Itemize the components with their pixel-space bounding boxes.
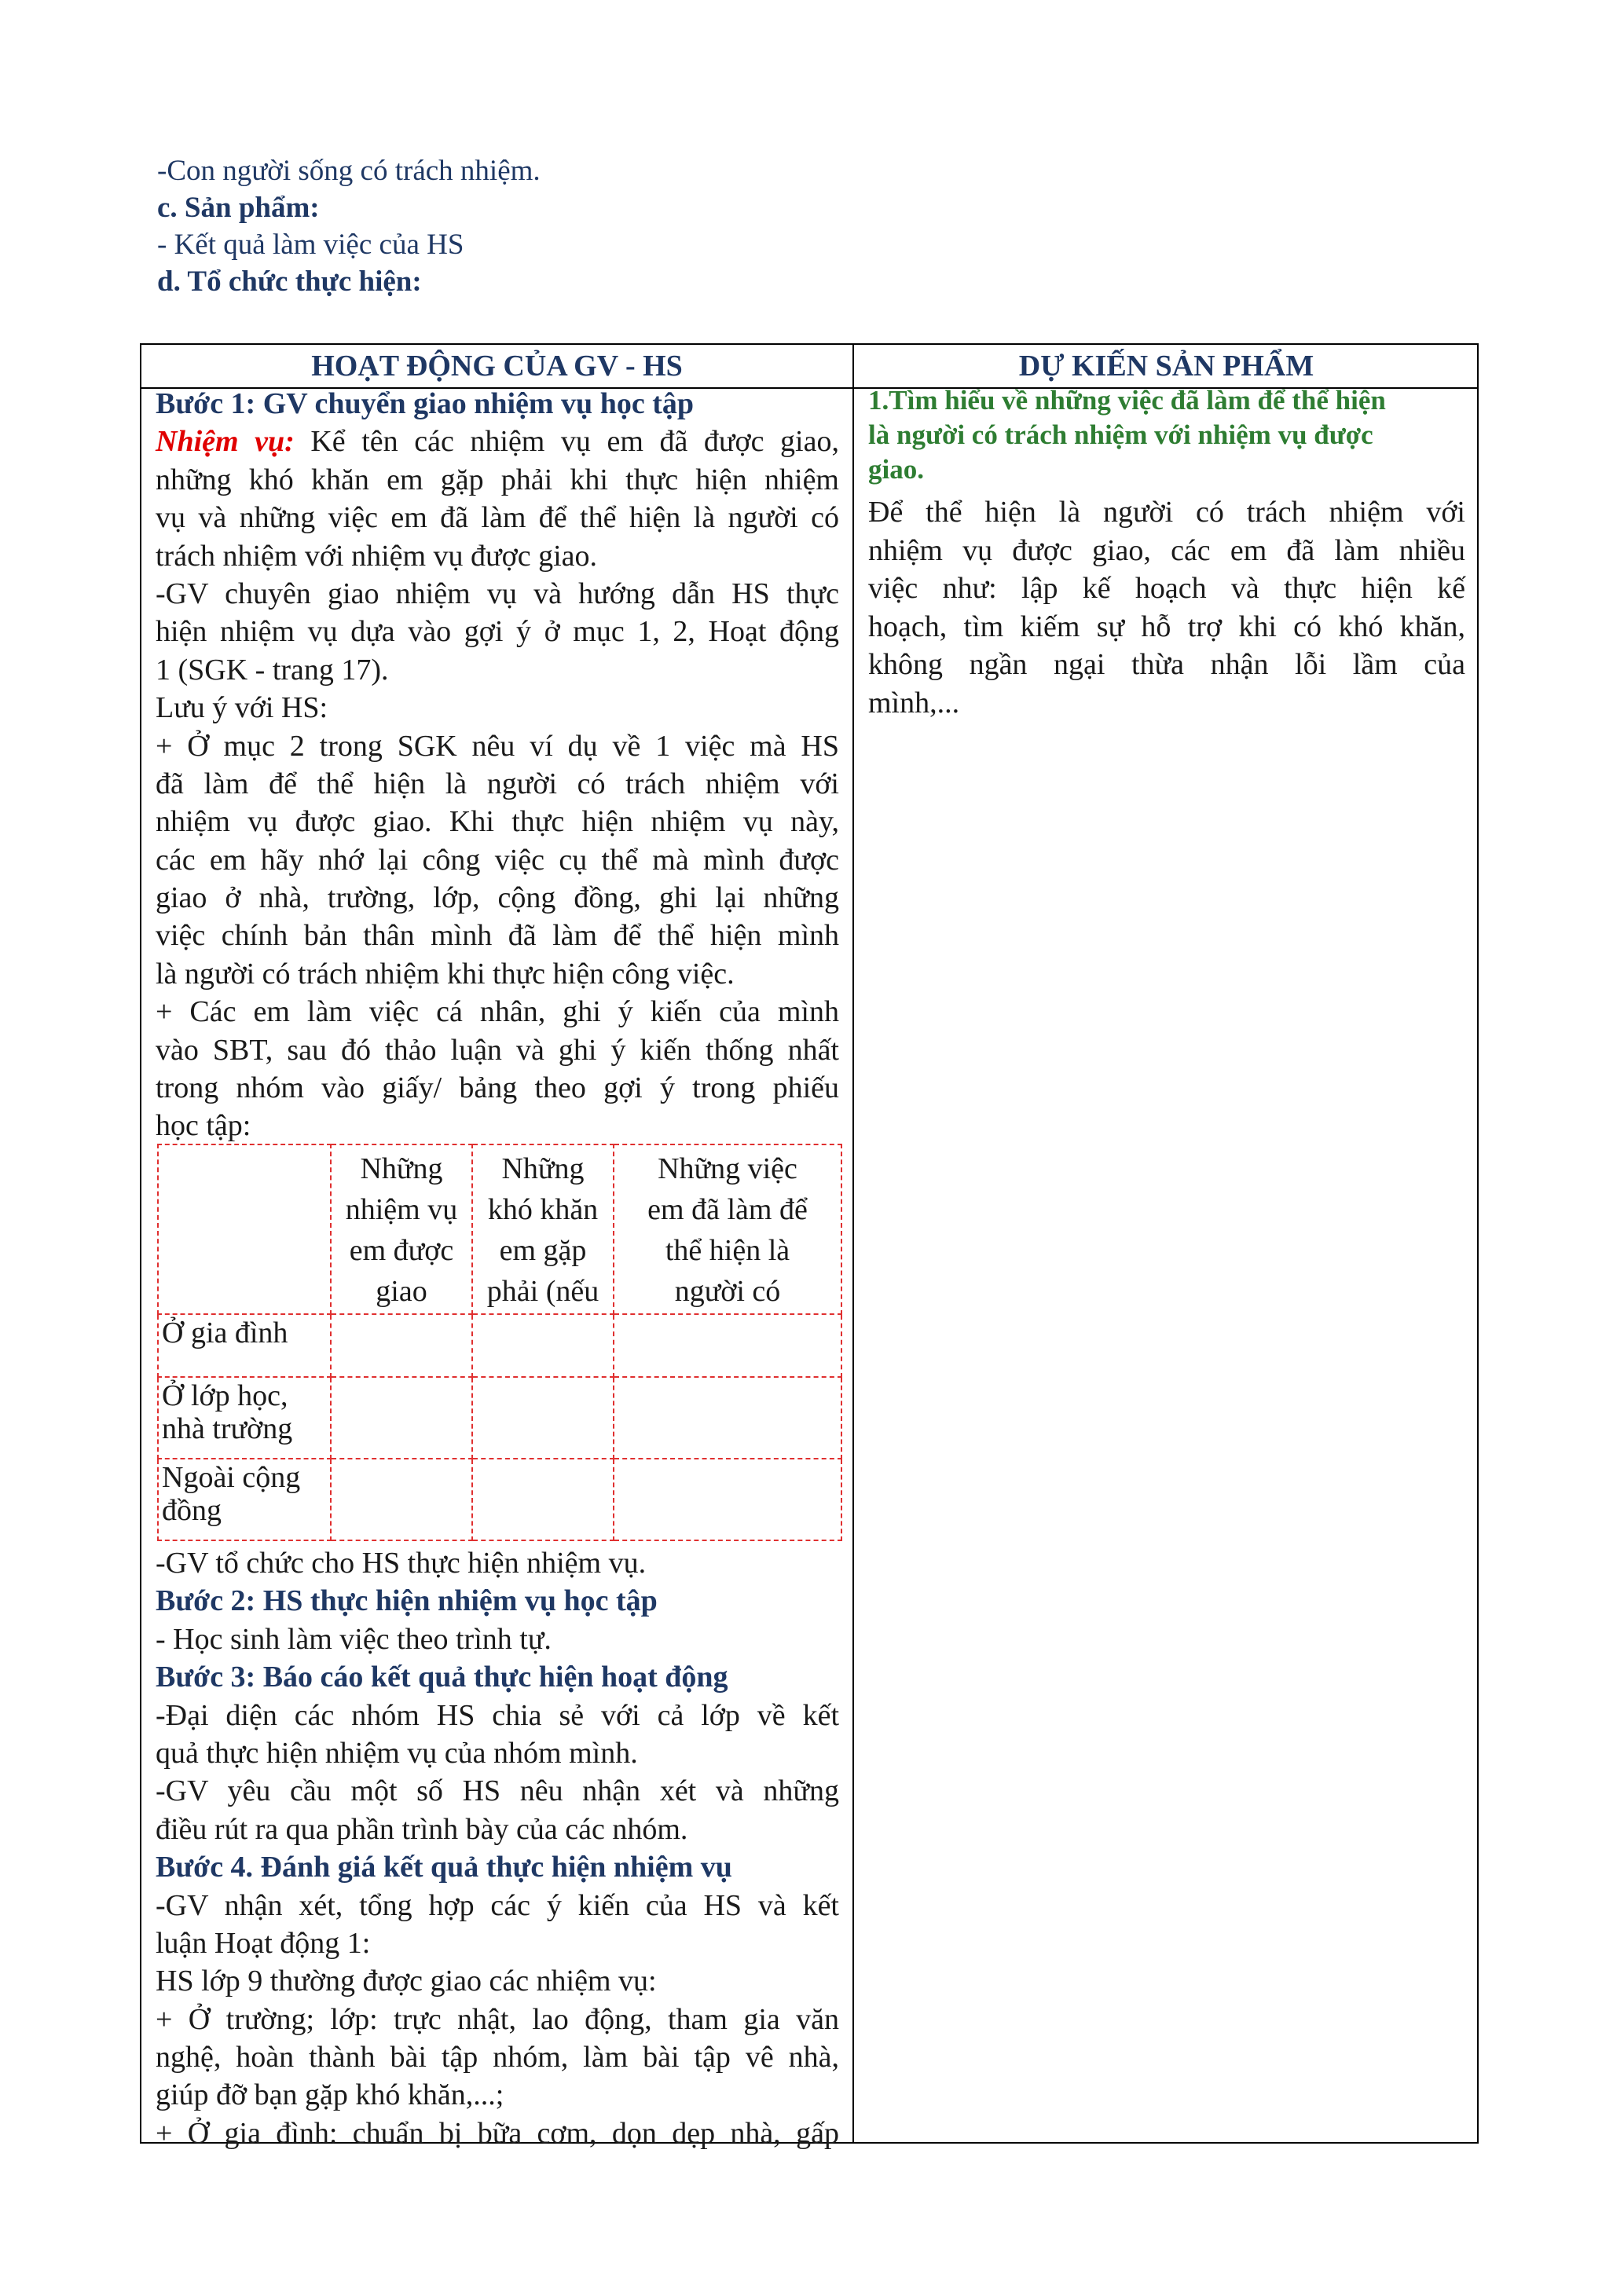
step2-line: - Học sinh làm việc theo trình tự.: [156, 1622, 552, 1656]
product-body-line: không ngần ngại thừa nhận lỗi lầm của: [868, 648, 1465, 681]
step1-title: Bước 1: GV chuyển giao nhiệm vụ học tập: [156, 387, 694, 420]
worksheet-row: [158, 1377, 841, 1459]
guide-line: hiện nhiệm vụ dựa vào gợi ý ở mục 1, 2, Hoạt động: [156, 615, 839, 649]
spacer: [868, 487, 1465, 493]
step3-line: -Đại diện các nhóm HS chia sẻ với cả lớp về kết: [156, 1698, 839, 1732]
guide-line: -GV chuyên giao nhiệm vụ và hướng dẫn HS thực: [156, 577, 839, 610]
guide-line: 1 (SGK - trang 17).: [156, 653, 389, 687]
note-line: đã làm để thể hiện là người có trách nhiệm với: [156, 767, 839, 800]
worksheet-col-header: Những nhiệm vụ em được giao: [331, 1144, 472, 1314]
step2-title: Bước 2: HS thực hiện nhiệm vụ học tập: [156, 1584, 658, 1618]
step4-line: + Ở trường; lớp: trực nhật, lao động, tham gia văn: [156, 2002, 839, 2036]
step4-title: Bước 4. Đánh giá kết quả thực hiện nhiệm vụ: [156, 1851, 732, 1884]
step4-line: + Ở gia đình: chuẩn bị bữa cơm, dọn dẹp nhà, gấp: [156, 2116, 839, 2150]
intro-section: [157, 152, 1493, 300]
step4-line: giúp đỡ bạn gặp khó khăn,...;: [156, 2078, 504, 2112]
worksheet-empty-cell: [331, 1459, 472, 1540]
step4-line: -GV nhận xét, tổng hợp các ý kiến của HS và kết: [156, 1888, 839, 1922]
left-column: [156, 385, 839, 1145]
note-line: giao ở nhà, trường, lớp, cộng đồng, ghi lại những: [156, 881, 839, 915]
product-body-line: hoạch, tìm kiếm sự hỗ trợ khi có khó khăn,: [868, 610, 1465, 643]
step3-line: -GV yêu cầu một số HS nêu nhận xét và những: [156, 1774, 839, 1808]
after-table-line: -GV tổ chức cho HS thực hiện nhiệm vụ.: [156, 1547, 647, 1580]
step3-line: quả thực hiện nhiệm vụ của nhóm mình.: [156, 1736, 638, 1770]
step3-line: điều rút ra qua phần trình bày của các nhóm.: [156, 1812, 688, 1846]
note-line: học tập:: [156, 1109, 251, 1143]
note-line: nhiệm vụ được giao. Khi thực hiện nhiệm vụ này,: [156, 805, 839, 839]
note-line: việc chính bản thân mình đã làm để thể hiện mình: [156, 919, 839, 953]
step4-line: nghệ, hoàn thành bài tập nhóm, làm bài tập vê nhà,: [156, 2041, 839, 2074]
note-line: các em hãy nhớ lại công việc cụ thể mà mình được: [156, 843, 839, 877]
step3-title: Bước 3: Báo cáo kết quả thực hiện hoạt động: [156, 1661, 728, 1694]
note-line: là người có trách nhiệm khi thực hiện công việc.: [156, 957, 735, 991]
task-line: vụ và những việc em đã làm để thể hiện là người có: [156, 501, 839, 535]
task-line: những khó khăn em gặp phải khi thực hiện nhiệm: [156, 463, 839, 496]
intro-organize-heading: d. Tổ chức thực hiện:: [157, 265, 422, 298]
worksheet-empty-cell: [331, 1377, 472, 1459]
note-line: vào SBT, sau đó thảo luận và ghi ý kiến thống nhất: [156, 1033, 839, 1067]
task-line: trách nhiệm với nhiệm vụ được giao.: [156, 539, 598, 573]
product-heading-line: giao.: [868, 454, 924, 485]
worksheet-empty-cell: [614, 1377, 841, 1459]
worksheet-row: [158, 1459, 841, 1540]
worksheet-header-row: [158, 1144, 841, 1314]
product-body-line: việc như: lập kế hoạch và thực hiện kế: [868, 572, 1465, 605]
task-line-rest: Kể tên các nhiệm vụ em đã được giao,: [294, 425, 839, 459]
left-column-lower: [156, 1544, 839, 2152]
worksheet-row-label: Ở gia đình: [158, 1314, 331, 1377]
worksheet-empty-cell: [614, 1314, 841, 1377]
step4-line: HS lớp 9 thường được giao các nhiệm vụ:: [156, 1965, 657, 1998]
note-line: + Các em làm việc cá nhân, ghi ý kiến của mình: [156, 995, 839, 1029]
product-heading-line: là người có trách nhiệm với nhiệm vụ được: [868, 419, 1373, 450]
header-gv-hs: HOẠT ĐỘNG CỦA GV - HS: [311, 350, 683, 383]
worksheet-empty-cell: [472, 1314, 614, 1377]
step4-line: luận Hoạt động 1:: [156, 1926, 371, 1960]
product-body-line: Để thể hiện là người có trách nhiệm với: [868, 496, 1465, 529]
worksheet-corner-cell: [158, 1144, 331, 1314]
worksheet-row-label: Ngoài cộng đồng: [158, 1459, 331, 1540]
worksheet-col-header: Những khó khăn em gặp phải (nếu: [472, 1144, 614, 1314]
task-label: Nhiệm vụ:: [156, 425, 295, 459]
worksheet-table: [157, 1144, 842, 1541]
worksheet-row-label: Ở lớp học, nhà trường: [158, 1377, 331, 1459]
intro-line-3: - Kết quả làm việc của HS: [157, 229, 464, 261]
task-line-first: [156, 423, 839, 460]
column-divider: [852, 345, 854, 2142]
intro-product-heading: c. Sản phẩm:: [157, 192, 320, 224]
product-heading-line: 1.Tìm hiểu về những việc đã làm để thể hiện: [868, 385, 1386, 416]
worksheet-empty-cell: [472, 1377, 614, 1459]
worksheet-empty-cell: [472, 1459, 614, 1540]
worksheet-row: [158, 1314, 841, 1377]
note-line: trong nhóm vào giấy/ bảng theo gợi ý trong phiếu: [156, 1071, 839, 1105]
header-product: DỰ KIẾN SẢN PHẨM: [1018, 350, 1314, 383]
product-body-line: mình,...: [868, 686, 960, 720]
worksheet-empty-cell: [614, 1459, 841, 1540]
note-line: + Ở mục 2 trong SGK nêu ví dụ về 1 việc mà HS: [156, 729, 839, 763]
worksheet-empty-cell: [331, 1314, 472, 1377]
product-body-line: nhiệm vụ được giao, các em đã làm nhiều: [868, 533, 1465, 567]
worksheet-col-header: Những việc em đã làm để thể hiện là người có: [614, 1144, 841, 1314]
right-column: [868, 383, 1465, 722]
intro-line-1: -Con người sống có trách nhiệm.: [157, 155, 541, 187]
note-title: Lưu ý với HS:: [156, 691, 328, 725]
